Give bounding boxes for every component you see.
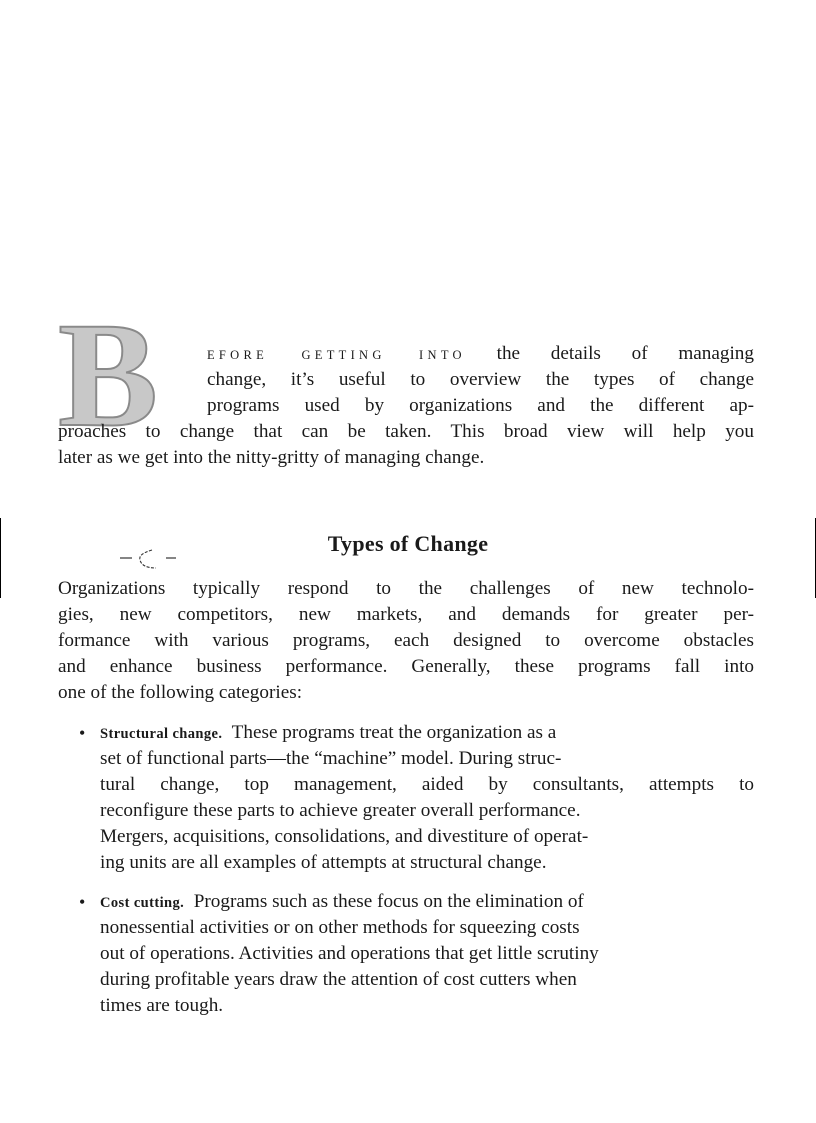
left-edge-rule	[0, 518, 1, 598]
list-item-1-line-5: Mergers, acquisitions, consolidations, and divestiture of operat-	[100, 826, 589, 847]
bullet-marker: •	[79, 723, 86, 743]
intro-line-1	[207, 341, 754, 368]
paragraph-line-4: and enhance business performance. Generally, these programs fall into	[58, 656, 754, 677]
paragraph-line-2: gies, new competitors, new markets, and demands for greater per-	[58, 604, 754, 625]
intro-line-2: change, it’s useful to overview the types of change	[207, 369, 754, 390]
list-item-1-line-1-text: These programs treat the organization as a	[231, 722, 557, 743]
list-item-1-term: Structural change.	[100, 726, 223, 742]
drop-cap-letter: B	[58, 292, 159, 458]
intro-lead-in: EFORE GETTING INTO	[207, 348, 466, 362]
intro-line-4: proaches to change that can be taken. This broad view will help you	[58, 421, 754, 442]
intro-line-3: programs used by organizations and the different ap-	[207, 395, 754, 416]
list-item-2-line-4: during profitable years draw the attention of cost cutters when	[100, 969, 577, 990]
list-item-1-line-6: ing units are all examples of attempts at structural change.	[100, 852, 547, 873]
paragraph-line-5: one of the following categories:	[58, 682, 303, 703]
list-item-2-line-2: nonessential activities or on other methods for squeezing costs	[100, 917, 580, 938]
list-item-2-line-1-text: Programs such as these focus on the elimination of	[193, 891, 584, 912]
list-item-2-line-1	[100, 889, 754, 916]
intro-line-1-text: the details of managing	[465, 343, 754, 364]
list-item-2-line-3: out of operations. Activities and operations that get little scrutiny	[100, 943, 599, 964]
section-title: Types of Change	[327, 531, 489, 556]
list-item-2-line-5: times are tough.	[100, 995, 224, 1016]
list-item-1-line-4: reconfigure these parts to achieve greater overall performance.	[100, 800, 581, 821]
list-item-1-line-2: set of functional parts—the “machine” model. During struc-	[100, 748, 562, 769]
paragraph-line-3: formance with various programs, each designed to overcome obstacles	[58, 630, 754, 651]
bullet-marker: •	[79, 892, 86, 912]
list-item-1-line-1	[100, 720, 754, 747]
list-item-2-term: Cost cutting.	[100, 895, 185, 911]
paragraph-line-1: Organizations typically respond to the challenges of new technolo-	[58, 578, 754, 599]
list-item-1-line-3: tural change, top management, aided by consultants, attempts to	[100, 774, 754, 795]
intro-line-5: later as we get into the nitty-gritty of managing change.	[58, 447, 485, 468]
